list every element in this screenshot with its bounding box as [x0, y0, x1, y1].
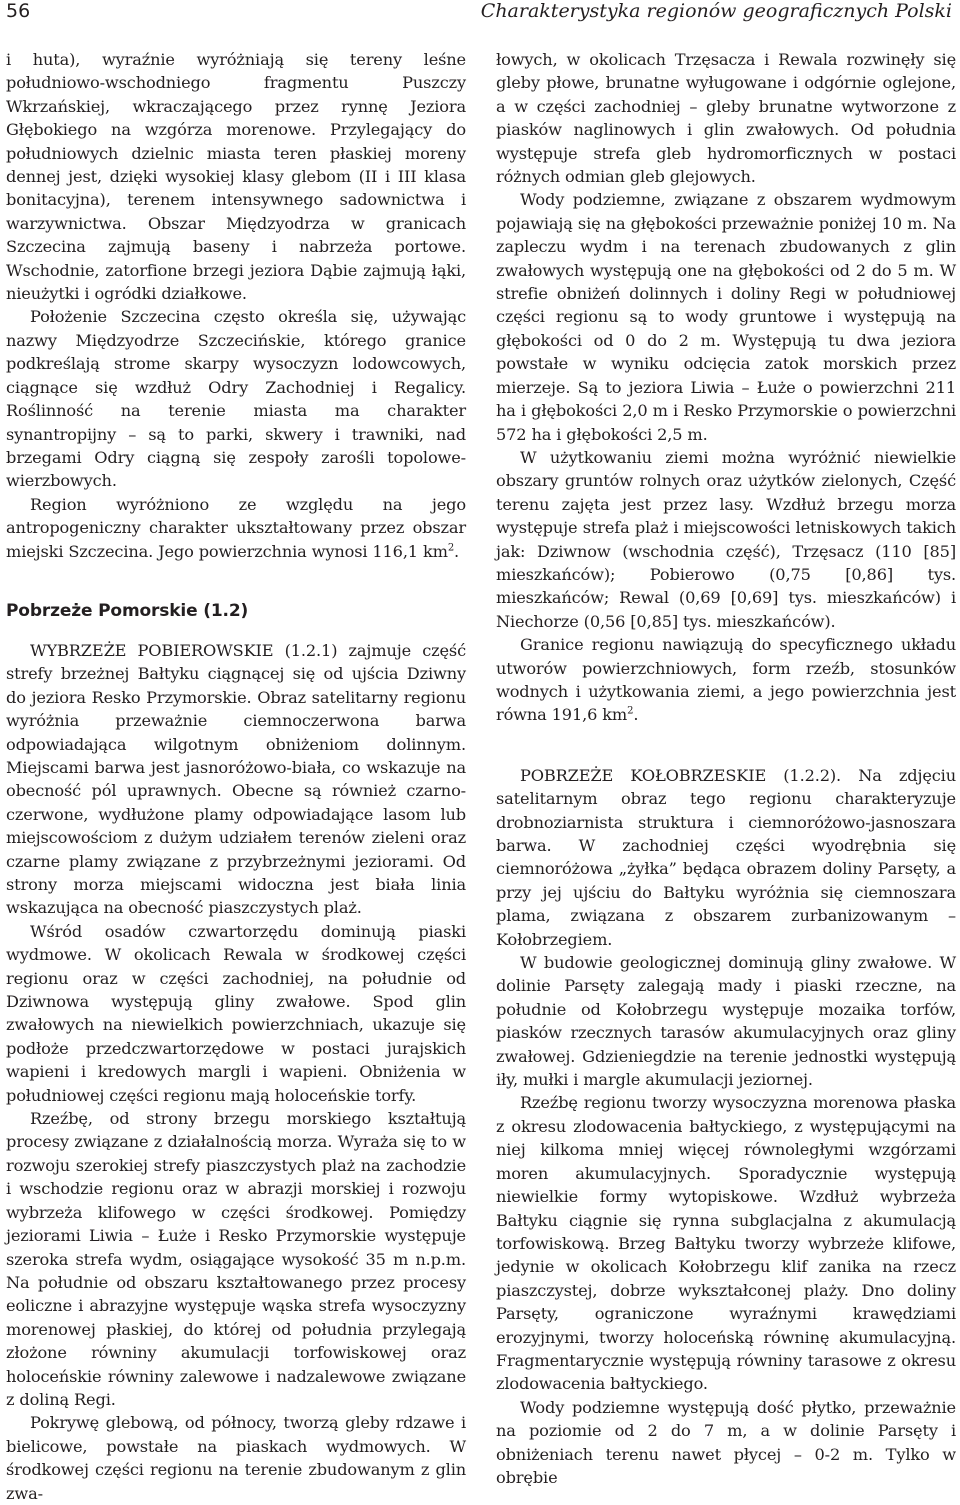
right-column	[496, 48, 956, 1489]
paragraph: Rzeźbę, od strony brzegu morskiego kształtują procesy związane z działalnością morza. Wyraża się to w rozwoju szerokiej strefy piaszczystych plaż na zachodzie i wschodzie regionu oraz w abrazji morskiej i rozwoju wybrzeża klifowego w części środkowej. Pomiędzy jeziorami Liwia – Łuże i Resko Przymorskie występuje szeroka strefa wydm, osiągające wysokość 35 m n.p.m. Na południe od obszaru kształtowanego przez procesy eoliczne i abrazyjne występuje wąska strefa wysoczyzny morenowej płaskiej, do której od południa przylegają złożone równiny akumulacji torfowiskowej oraz holoceńskie równiny zalewowe i nadzalewowe związane z doliną Regi.	[6, 1109, 466, 1409]
section-heading: Pobrzeże Pomorskie (1.2)	[6, 600, 249, 621]
paragraph: POBRZEŻE KOŁOBRZESKIE (1.2.2). Na zdjęciu satelitarnym obraz tego regionu charakteryzuje drobnoziarnista struktura i ciemnoróżowo-jasnoszara barwa. W zachodniej części wyodrębnia się ciemnoróżowa „żyłka” będąca obrazem doliny Parsęty, a przy jej ujściu do Bałtyku wyróżnia się ciemnoszara plama, związana z obszarem zurbanizowanym – Kołobrzegiem.	[496, 765, 956, 949]
paragraph: WYBRZEŻE POBIEROWSKIE (1.2.1) zajmuje część strefy brzeżnej Bałtyku ciągnącej się od ujścia Dziwny do jeziora Resko Przymorskie. Obraz satelitarny regionu wyróżnia przeważnie ciemnoczerwona barwa odpowiadająca wilgotnym obniżeniom dolinnym. Miejscami barwa jest jasnoróżowo-biała, co wskazuje na obecność pól uprawnych. Obecne są również czarno-czerwone, wydłużone plamy odpowiadające lasom lub miejscowościom z dużym udziałem terenów zieleni oraz czarne plamy związane z przybrzeżnymi jeziorami. Od strony morza miejscami widoczna jest biała linia wskazująca na obecność piaszczystych plaż.	[6, 640, 466, 918]
paragraph-text: Region wyróżniono ze względu na jego antropogeniczny charakter ukształtowany przez obszar miejski Szczecina. Jego powierzchnia wynosi 116,1 km	[6, 494, 466, 561]
paragraph: łowych, w okolicach Trzęsacza i Rewala rozwinęły się gleby płowe, brunatne wyługowane i odgórnie oglejone, a w części zachodniej – gleby brunatne wytworzone z piasków naglinowych i glin zwałowych. Od południa występuje strefa gleb hydromorficznych w postaci różnych odmian gleb glejowych.	[496, 50, 956, 187]
paragraph: Położenie Szczecina często określa się, używając nazwy Międzyodrze Szczecińskie, którego granice podkreślają strome skarpy wysoczyzn lodowcowych, ciągnące się wzdłuż Odry Zachodniej i Regalicy. Roślinność na terenie miasta ma charakter synantropijny – są to parki, skwery i trawniki, nad brzegami Odry ciągną się zespoły zarośli topolowe-wierzbowych.	[6, 307, 466, 491]
paragraph: Wody podziemne występują dość płytko, przeważnie na poziomie od 2 do 7 m, a w dolinie Parsęty i obniżeniach terenu nawet płycej – 0-2 m. Tylko w obrębie	[496, 1397, 956, 1487]
paragraph-text: Granice regionu nawiązują do specyficznego układu utworów powierzchniowych, form rzeźb, stosunków wodnych i użytkowania ziemi, a jego powierzchnia jest równa 191,6 km	[496, 635, 956, 725]
superscript: 2	[447, 542, 455, 554]
paragraph: i huta), wyraźnie wyróżniają się tereny leśne południowo-wschodniego fragmentu Puszczy Wkrzańskiej, wkraczającego przez rynnę Jeziora Głębokiego na wzgórza morenowe. Przylegający do południowych dzielnic miasta teren płaskiej moreny dennej jest, dzięki wysokiej klasy glebom (II i III klasa bonitacyjna), terenem intensywnego sadownictwa i warzywnictwa. Obszar Międzyodrza w granicach Szczecina zajmują baseny i nabrzeża portowe. Wschodnie, zatorfione brzegi jeziora Dąbie zajmują łąki, nieużytki i ogródki działkowe.	[6, 50, 466, 304]
paragraph: Rzeźbę regionu tworzy wysoczyzna morenowa płaska z okresu zlodowacenia bałtyckiego, z występującymi na niej kilkoma mniej więcej równoległymi wzgórzami moren akumulacyjnych. Sporadycznie występują niewielkie formy wytopiskowe. Wzdłuż wybrzeża Bałtyku ciągnie się rynna subglacjalna z akumulacją torfowiskową. Brzeg Bałtyku tworzy wybrzeże klifowe, jedynie w okolicach Kołobrzegu klif zanika na rzecz piaszczystej, dobrze wykształconej plaży. Dno doliny Parsęty, ograniczone wyraźnymi krawędziami erozyjnymi, tworzy holoceńską równinę akumulacyjną. Fragmentarycznie występują równiny tarasowe z okresu zlodowacenia bałtyckiego.	[496, 1093, 956, 1394]
paragraph-end: .	[633, 705, 639, 725]
paragraph-end: .	[454, 541, 460, 561]
paragraph: Wśród osadów czwartorzędu dominują piaski wydmowe. W okolicach Rewala w środkowej części regionu oraz w części zachodniej, na południe od Dziwnowa występują gliny zwałowe. Spod glin zwałowych na niewielkich powierzchniach, ukazuje się podłoże przedczwartorzędowe w postaci jurajskich wapieni i kredowych margli i wapieni. Obniżenia w południowej części regionu mają holoceńskie torfy.	[6, 921, 466, 1105]
superscript: 2	[627, 705, 634, 717]
page-number: 56	[6, 0, 31, 22]
page-header	[0, 0, 960, 30]
paragraph	[6, 493, 466, 563]
running-title: Charakterystyka regionów geograficznych Polski	[480, 0, 952, 22]
paragraph: Wody podziemne, związane z obszarem wydmowym pojawiają się na głębokości przeważnie poniżej 10 m. Na zapleczu wydm i na terenach zbudowanych z glin zwałowych występują one na głębokości od 2 do 5 m. W strefie obniżeń dolinnych i doliny Regi w południowej części regionu są to wody gruntowe i występują na głębokości od 0 do 2 m. Występują tu dwa jeziora powstałe w wyniku odcięcia zatok morskich przez mierzeje. Są to jeziora Liwia – Łuże o powierzchni 211 ha i głębokości 2,0 m i Resko Przymorskie o powierzchni 572 ha i głębokości 2,5 m.	[496, 190, 956, 444]
paragraph: Pokrywę glebową, od północy, tworzą gleby rdzawe i bielicowe, powstałe na piaskach wydmowych. W środkowej części regionu na terenie zbudowanym z glin zwa-	[6, 1413, 466, 1503]
paragraph: W użytkowaniu ziemi można wyróżnić niewielkie obszary gruntów rolnych oraz użytków zielonych, Część terenu zajęta jest przez lasy. Wzdłuż brzegu morza występuje strefa plaż i miejscowości letniskowych takich jak: Dziwnow (wschodnia część), Trzęsacz (110 [85] mieszkańców); Pobierowo (0,75 [0,86] tys. mieszkańców; Rewal (0,69 [0,69] tys. mieszkańców) i Niechorze (0,56 [0,85] tys. mieszkańców).	[496, 447, 956, 631]
left-column	[6, 48, 466, 1505]
paragraph	[496, 633, 956, 727]
paragraph: W budowie geologicznej dominują gliny zwałowe. W dolinie Parsęty zalegają mady i piaski rzeczne, na południe od Kołobrzegu występuje mozaika torfów, piasków rzecznych tarasów akumulacyjnych oraz gliny zwałowej. Gdzieniegdzie na terenie jednostki występują iły, mułki i margle akumulacji jeziornej.	[496, 953, 956, 1090]
